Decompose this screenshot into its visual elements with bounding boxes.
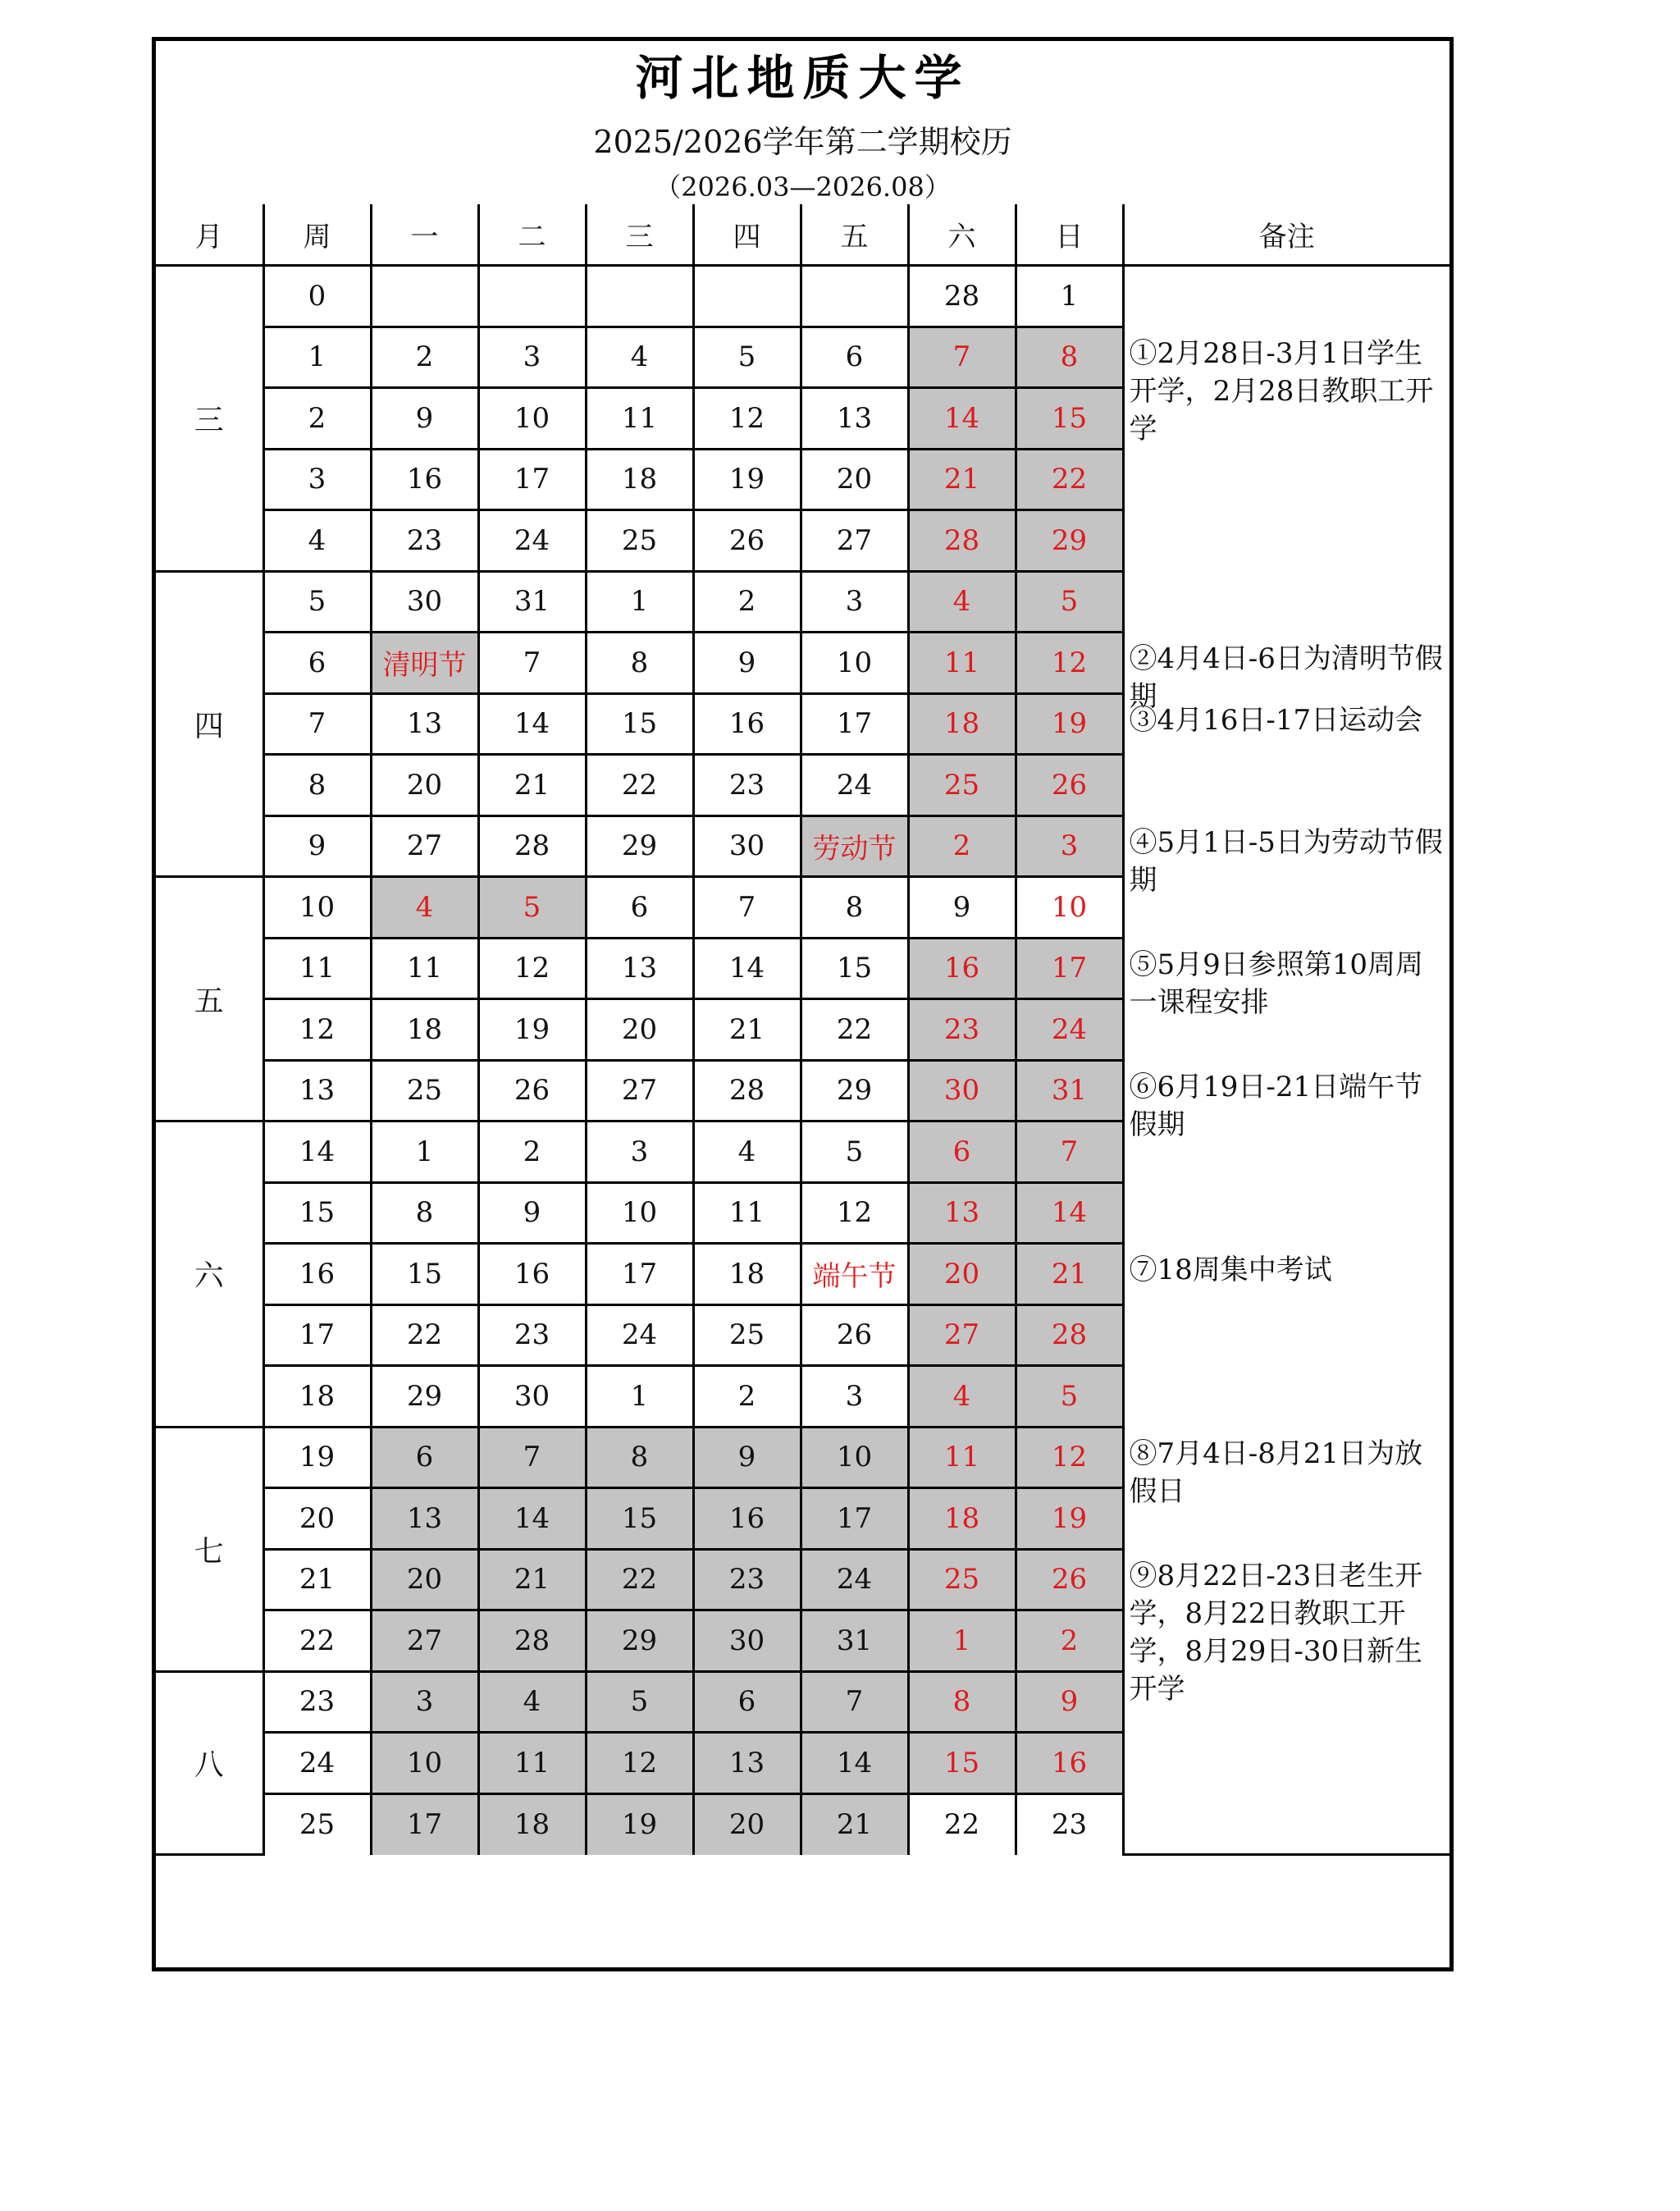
calendar-table [156,204,1449,1856]
day-cell: 23 [1016,1793,1123,1855]
day-cell: 18 [908,1488,1016,1550]
day-cell: 10 [478,388,586,450]
header-sun: 日 [1016,204,1123,266]
header-sat: 六 [908,204,1016,266]
day-cell: 17 [801,693,908,755]
day-cell: 25 [693,1304,801,1366]
header-wed: 三 [586,204,693,266]
day-cell: 15 [908,1733,1016,1794]
day-cell: 29 [801,1060,908,1121]
day-cell: 5 [478,877,586,939]
calendar-subtitle: 2025/2026学年第二学期校历 [593,124,1012,160]
day-cell: 19 [1016,693,1123,755]
note-item: ⑦18周集中考试 [1129,1254,1332,1286]
day-cell: 1 [908,1610,1016,1672]
day-cell: 24 [478,510,586,572]
week-number: 16 [263,1244,371,1305]
day-cell [478,266,586,327]
month-label: 四 [156,571,263,877]
day-cell: 16 [478,1244,586,1305]
day-cell: 7 [1016,1121,1123,1183]
week-number: 10 [263,877,371,939]
day-cell [801,266,908,327]
calendar-body [156,266,1449,1855]
day-cell: 14 [908,388,1016,450]
month-label: 五 [156,877,263,1121]
day-cell [586,266,693,327]
day-cell: 17 [371,1793,478,1855]
week-number: 3 [263,449,371,510]
day-cell: 14 [801,1733,908,1794]
day-cell: 8 [586,633,693,694]
week-number: 4 [263,510,371,572]
day-cell: 19 [693,449,801,510]
day-cell: 21 [1016,1244,1123,1305]
day-cell: 4 [478,1671,586,1733]
school-calendar [152,37,1454,1971]
day-cell: 11 [908,1427,1016,1488]
day-cell: 28 [693,1060,801,1121]
day-cell: 23 [371,510,478,572]
day-cell: 18 [371,999,478,1061]
day-cell: 29 [586,1610,693,1672]
month-label: 八 [156,1671,263,1855]
note-item: ②4月4日-6日为清明节假期 [1129,642,1443,713]
day-cell: 2 [371,327,478,388]
day-cell: 20 [371,755,478,816]
day-cell: 27 [586,1060,693,1121]
day-cell: 16 [693,693,801,755]
day-cell: 12 [1016,1427,1123,1488]
day-cell: 9 [693,1427,801,1488]
day-cell: 15 [586,693,693,755]
day-cell: 7 [478,633,586,694]
header-notes: 备注 [1123,204,1449,266]
day-cell: 26 [801,1304,908,1366]
week-number: 11 [263,938,371,999]
day-cell: 2 [1016,1610,1123,1672]
day-cell: 27 [371,815,478,877]
day-cell: 9 [908,877,1016,939]
week-number: 19 [263,1427,371,1488]
day-cell: 5 [1016,1366,1123,1428]
day-cell: 26 [1016,755,1123,816]
day-cell: 8 [908,1671,1016,1733]
header-thu: 四 [693,204,801,266]
day-cell: 13 [693,1733,801,1794]
day-cell: 9 [1016,1671,1123,1733]
day-cell: 28 [908,266,1016,327]
note-item: ⑨8月22日-23日老生开学，8月22日教职工开学，8月29日-30日新生开学 [1129,1559,1423,1706]
day-cell: 30 [908,1060,1016,1121]
day-cell: 14 [1016,1182,1123,1244]
day-cell: 29 [371,1366,478,1428]
day-cell: 15 [801,938,908,999]
day-cell: 1 [586,1366,693,1428]
header-month: 月 [156,204,263,266]
day-cell: 24 [1016,999,1123,1061]
day-cell: 24 [801,1549,908,1610]
day-cell: 22 [908,1793,1016,1855]
day-cell: 8 [801,877,908,939]
week-number: 0 [263,266,371,327]
day-cell: 3 [1016,815,1123,877]
day-cell: 4 [586,327,693,388]
day-cell: 18 [908,693,1016,755]
day-cell: 11 [478,1733,586,1794]
day-cell: 21 [693,999,801,1061]
day-cell: 6 [908,1121,1016,1183]
day-cell: 20 [371,1549,478,1610]
day-cell [371,266,478,327]
day-cell: 28 [908,510,1016,572]
day-cell: 9 [478,1182,586,1244]
day-cell: 17 [478,449,586,510]
day-cell: 6 [693,1671,801,1733]
week-number: 13 [263,1060,371,1121]
day-cell: 16 [1016,1733,1123,1794]
day-cell: 14 [478,1488,586,1550]
day-cell: 21 [801,1793,908,1855]
week-number: 9 [263,815,371,877]
day-cell: 29 [1016,510,1123,572]
week-number: 17 [263,1304,371,1366]
day-cell: 3 [478,327,586,388]
day-cell: 7 [801,1671,908,1733]
day-cell: 27 [801,510,908,572]
day-cell: 7 [478,1427,586,1488]
week-number: 25 [263,1793,371,1855]
week-number: 15 [263,1182,371,1244]
day-cell: 26 [693,510,801,572]
day-cell: 23 [693,1549,801,1610]
day-cell: 9 [693,633,801,694]
day-cell: 10 [371,1733,478,1794]
day-cell: 10 [801,633,908,694]
day-cell: 26 [478,1060,586,1121]
week-number: 6 [263,633,371,694]
week-number: 12 [263,999,371,1061]
week-number: 21 [263,1549,371,1610]
day-cell: 26 [1016,1549,1123,1610]
day-cell: 14 [478,693,586,755]
day-cell: 15 [371,1244,478,1305]
day-cell: 5 [693,327,801,388]
day-cell: 12 [693,388,801,450]
day-cell: 21 [478,1549,586,1610]
day-cell: 13 [371,693,478,755]
header-week: 周 [263,204,371,266]
day-cell: 13 [908,1182,1016,1244]
day-cell: 5 [1016,571,1123,633]
day-cell: 17 [1016,938,1123,999]
day-cell: 25 [908,755,1016,816]
day-cell: 11 [371,938,478,999]
day-cell: 18 [586,449,693,510]
day-cell: 4 [371,877,478,939]
day-cell: 24 [801,755,908,816]
day-cell: 16 [908,938,1016,999]
week-number: 23 [263,1671,371,1733]
day-cell: 20 [908,1244,1016,1305]
day-cell: 29 [586,815,693,877]
week-number: 22 [263,1610,371,1672]
day-cell: 25 [586,510,693,572]
day-cell: 19 [478,999,586,1061]
day-cell: 24 [586,1304,693,1366]
day-cell: 7 [908,327,1016,388]
date-range: （2026.03—2026.08） [655,171,951,203]
day-cell: 2 [478,1121,586,1183]
day-cell: 3 [586,1121,693,1183]
day-cell: 22 [371,1304,478,1366]
week-number: 18 [263,1366,371,1428]
note-item: ④5月1日-5日为劳动节假期 [1129,825,1443,897]
day-cell: 7 [693,877,801,939]
day-cell: 10 [586,1182,693,1244]
day-cell: 22 [801,999,908,1061]
week-number: 20 [263,1488,371,1550]
day-cell: 2 [693,571,801,633]
day-cell: 12 [801,1182,908,1244]
day-cell: 13 [371,1488,478,1550]
day-cell: 31 [801,1610,908,1672]
week-number: 7 [263,693,371,755]
day-cell: 4 [693,1121,801,1183]
day-cell: 21 [478,755,586,816]
day-cell: 14 [693,938,801,999]
day-cell [693,266,801,327]
day-cell: 31 [1016,1060,1123,1121]
day-cell: 30 [478,1366,586,1428]
day-cell: 4 [908,1366,1016,1428]
day-cell: 19 [1016,1488,1123,1550]
day-cell: 13 [586,938,693,999]
day-cell: 25 [908,1549,1016,1610]
week-number: 5 [263,571,371,633]
day-cell: 劳动节 [801,815,908,877]
day-cell: 6 [586,877,693,939]
day-cell: 6 [801,327,908,388]
notes-column [1123,266,1449,1855]
day-cell: 3 [801,1366,908,1428]
day-cell: 12 [478,938,586,999]
day-cell: 23 [908,999,1016,1061]
note-item: ⑤5月9日参照第10周周一课程安排 [1129,948,1424,1019]
day-cell: 4 [908,571,1016,633]
day-cell: 2 [908,815,1016,877]
week-row [156,266,1449,327]
day-cell: 6 [371,1427,478,1488]
note-item: ①2月28日-3月1日学生开学，2月28日教职工开学 [1129,336,1434,445]
month-label: 七 [156,1427,263,1671]
week-number: 8 [263,755,371,816]
day-cell: 12 [1016,633,1123,694]
day-cell: 11 [908,633,1016,694]
week-number: 24 [263,1733,371,1794]
day-cell: 16 [693,1488,801,1550]
day-cell: 22 [586,1549,693,1610]
day-cell: 5 [586,1671,693,1733]
day-cell: 11 [586,388,693,450]
day-cell: 20 [586,999,693,1061]
day-cell: 12 [586,1733,693,1794]
day-cell: 5 [801,1121,908,1183]
header-mon: 一 [371,204,478,266]
day-cell: 8 [586,1427,693,1488]
day-cell: 18 [478,1793,586,1855]
day-cell: 25 [371,1060,478,1121]
day-cell: 16 [371,449,478,510]
day-cell: 28 [478,1610,586,1672]
day-cell: 清明节 [371,633,478,694]
day-cell: 10 [1016,877,1123,939]
week-number: 1 [263,327,371,388]
day-cell: 22 [1016,449,1123,510]
day-cell: 30 [693,1610,801,1672]
day-cell: 10 [801,1427,908,1488]
header-fri: 五 [801,204,908,266]
day-cell: 1 [586,571,693,633]
day-cell: 30 [693,815,801,877]
day-cell: 1 [1016,266,1123,327]
day-cell: 28 [1016,1304,1123,1366]
day-cell: 13 [801,388,908,450]
day-cell: 23 [478,1304,586,1366]
header-row [156,204,1449,266]
day-cell: 20 [693,1793,801,1855]
note-item: ⑥6月19日-21日端午节假期 [1129,1070,1423,1141]
day-cell: 27 [908,1304,1016,1366]
day-cell: 2 [693,1366,801,1428]
month-label: 三 [156,266,263,572]
university-name: 河北地质大学 [635,50,970,106]
day-cell: 20 [801,449,908,510]
day-cell: 9 [371,388,478,450]
day-cell: 端午节 [801,1244,908,1305]
note-item: ⑧7月4日-8月21日为放假日 [1129,1437,1423,1508]
day-cell: 23 [693,755,801,816]
day-cell: 3 [371,1671,478,1733]
day-cell: 28 [478,815,586,877]
week-number: 2 [263,388,371,450]
day-cell: 3 [801,571,908,633]
day-cell: 30 [371,571,478,633]
day-cell: 15 [1016,388,1123,450]
day-cell: 21 [908,449,1016,510]
day-cell: 11 [693,1182,801,1244]
day-cell: 15 [586,1488,693,1550]
month-label: 六 [156,1121,263,1428]
day-cell: 22 [586,755,693,816]
day-cell: 17 [586,1244,693,1305]
day-cell: 27 [371,1610,478,1672]
week-number: 14 [263,1121,371,1183]
day-cell: 8 [1016,327,1123,388]
day-cell: 1 [371,1121,478,1183]
day-cell: 8 [371,1182,478,1244]
day-cell: 17 [801,1488,908,1550]
header-tue: 二 [478,204,586,266]
day-cell: 31 [478,571,586,633]
day-cell: 18 [693,1244,801,1305]
note-item: ③4月16日-17日运动会 [1129,703,1423,737]
day-cell: 19 [586,1793,693,1855]
